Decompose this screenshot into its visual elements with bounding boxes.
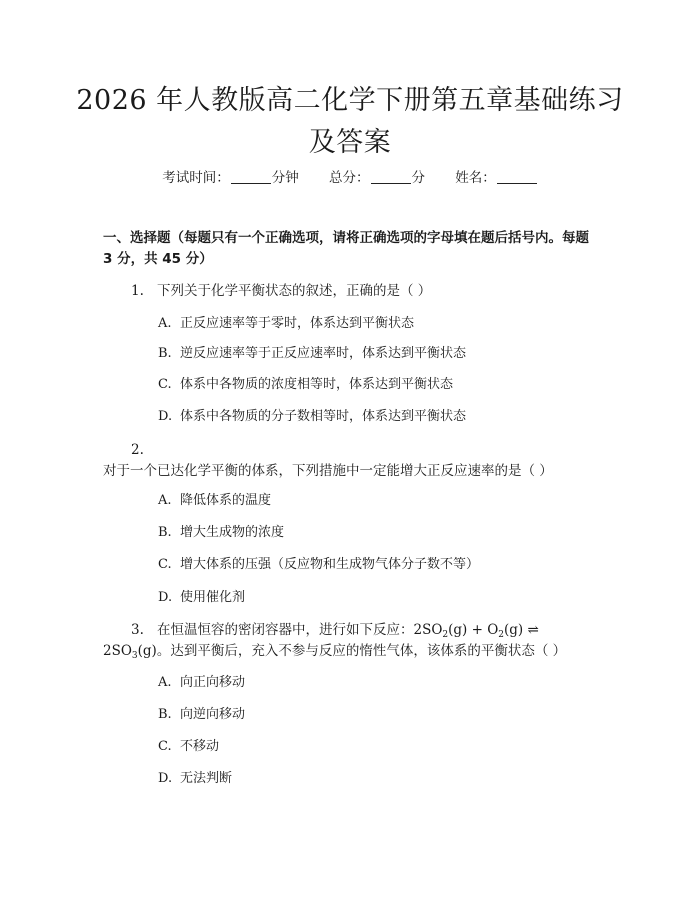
- question-stem: 对于一个已达化学平衡的体系，下列措施中一定能增大正反应速率的是（ ）: [103, 463, 553, 479]
- exam-meta: [0, 168, 700, 188]
- name-label: 姓名：: [455, 170, 496, 186]
- option-letter: D.: [158, 590, 173, 605]
- option-1a[interactable]: [158, 314, 414, 334]
- stem-part: 在恒温恒容的密闭容器中，进行如下反应：2SO: [157, 622, 443, 638]
- time-field: [162, 168, 299, 188]
- question-1: [103, 281, 603, 302]
- option-letter: A.: [158, 316, 172, 331]
- option-1d[interactable]: [158, 407, 466, 427]
- score-blank[interactable]: [371, 169, 411, 184]
- subscript: 2: [442, 630, 449, 640]
- time-blank[interactable]: [231, 169, 271, 184]
- option-2d[interactable]: [158, 588, 245, 608]
- option-text: 向逆向移动: [180, 707, 246, 722]
- option-2c[interactable]: [158, 555, 479, 575]
- stem-part: 2SO: [103, 643, 132, 659]
- option-letter: B.: [158, 525, 172, 540]
- option-3d[interactable]: [158, 769, 232, 789]
- option-3c[interactable]: [158, 737, 219, 757]
- option-letter: A.: [158, 675, 172, 690]
- subscript: 3: [131, 651, 138, 661]
- question-stem-line-2: [103, 641, 603, 662]
- option-text: 向正向移动: [180, 675, 246, 690]
- score-unit: 分: [411, 170, 425, 186]
- section-heading: 一、选择题（每题只有一个正确选项，请将正确选项的字母填在题后括号内。每题 3 分，共 45 分）: [103, 230, 589, 267]
- option-3a[interactable]: [158, 673, 245, 693]
- title-line-2: 及答案: [308, 127, 392, 158]
- option-letter: A.: [158, 493, 172, 508]
- stem-part: (g) + O: [448, 622, 499, 638]
- option-text: 体系中各物质的浓度相等时，体系达到平衡状态: [180, 377, 454, 392]
- option-text: 增大体系的压强（反应物和生成物气体分子数不等）: [180, 557, 480, 572]
- option-text: 无法判断: [180, 771, 233, 786]
- option-text: 不移动: [180, 739, 220, 754]
- name-blank[interactable]: [497, 169, 537, 184]
- score-field: [329, 168, 425, 188]
- question-stem: 下列关于化学平衡状态的叙述，正确的是（ ）: [157, 283, 432, 299]
- time-label: 考试时间：: [162, 170, 230, 186]
- option-text: 使用催化剂: [180, 590, 246, 605]
- option-letter: B.: [158, 346, 172, 361]
- option-text: 逆反应速率等于正反应速率时，体系达到平衡状态: [180, 346, 467, 361]
- question-number: 3.: [131, 622, 144, 638]
- option-3b[interactable]: [158, 705, 245, 725]
- stem-part: (g)。达到平衡后，充入不参与反应的惰性气体，该体系的平衡状态（ ）: [137, 643, 567, 659]
- stem-part: (g) ⇌: [504, 622, 539, 638]
- question-number: 2.: [131, 442, 144, 458]
- question-2: [103, 440, 603, 482]
- option-letter: C.: [158, 557, 172, 572]
- option-letter: B.: [158, 707, 172, 722]
- question-3: [103, 620, 603, 662]
- option-letter: D.: [158, 771, 173, 786]
- option-text: 正反应速率等于零时，体系达到平衡状态: [180, 316, 415, 331]
- page-title: [0, 80, 700, 164]
- option-1c[interactable]: [158, 375, 453, 395]
- score-label: 总分：: [329, 170, 370, 186]
- option-2b[interactable]: [158, 523, 284, 543]
- option-letter: C.: [158, 739, 172, 754]
- option-text: 降低体系的温度: [180, 493, 272, 508]
- option-text: 增大生成物的浓度: [180, 525, 285, 540]
- option-2a[interactable]: [158, 491, 271, 511]
- option-text: 体系中各物质的分子数相等时，体系达到平衡状态: [180, 409, 467, 424]
- question-stem-line-1: [103, 620, 603, 641]
- option-1b[interactable]: [158, 344, 466, 364]
- question-number: 1.: [131, 283, 144, 299]
- title-line-1: 2026 年人教版高二化学下册第五章基础练习: [76, 85, 624, 116]
- option-letter: D.: [158, 409, 173, 424]
- option-letter: C.: [158, 377, 172, 392]
- subscript: 2: [498, 630, 505, 640]
- time-unit: 分钟: [271, 170, 299, 186]
- name-field: [455, 168, 538, 188]
